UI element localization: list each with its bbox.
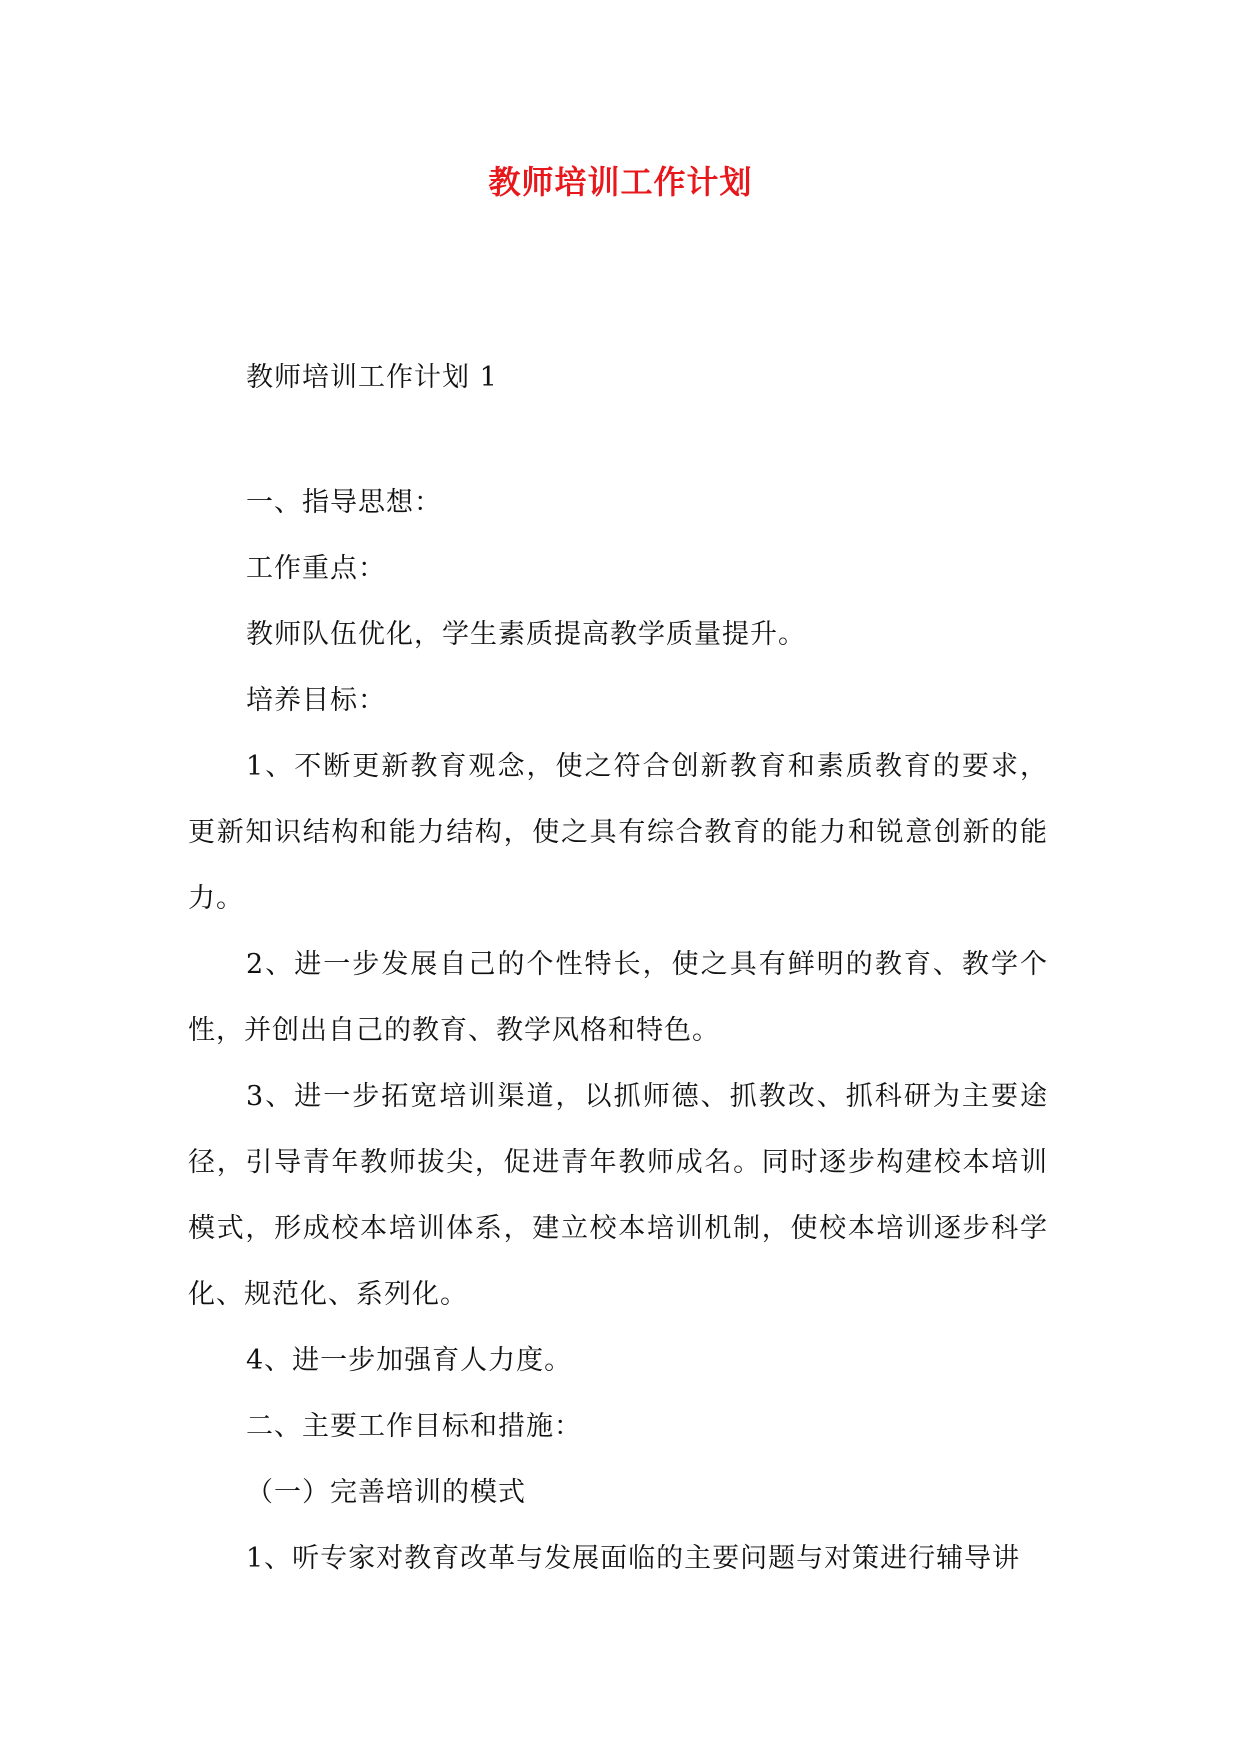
paragraph: 4、进一步加强育人力度。 (246, 1345, 573, 1376)
document-title: 教师培训工作计划 (488, 163, 753, 201)
document-body (188, 470, 1048, 1592)
section-subtitle: 教师培训工作计划 1 (246, 362, 498, 393)
paragraph: 教师队伍优化，学生素质提高教学质量提升。 (246, 619, 806, 650)
paragraph: 1、听专家对教育改革与发展面临的主要问题与对策进行辅导讲 (246, 1543, 1021, 1574)
paragraph: 二、主要工作目标和措施： (246, 1411, 582, 1442)
paragraph: （一）完善培训的模式 (246, 1477, 526, 1508)
paragraph: 一、指导思想： (246, 487, 442, 518)
paragraph: 2、进一步发展自己的个性特长，使之具有鲜明的教育、教学个性，并创出自己的教育、教学风格和特色。 (188, 949, 1048, 1046)
paragraph: 工作重点： (246, 553, 386, 584)
paragraph: 培养目标： (246, 685, 386, 716)
paragraph: 1、不断更新教育观念，使之符合创新教育和素质教育的要求，更新知识结构和能力结构，使之具有综合教育的能力和锐意创新的能力。 (188, 751, 1048, 914)
paragraph: 3、进一步拓宽培训渠道，以抓师德、抓教改、抓科研为主要途径，引导青年教师拔尖，促进青年教师成名。同时逐步构建校本培训模式，形成校本培训体系，建立校本培训机制，使校本培训逐步科学化、规范化、系列化。 (188, 1081, 1048, 1310)
